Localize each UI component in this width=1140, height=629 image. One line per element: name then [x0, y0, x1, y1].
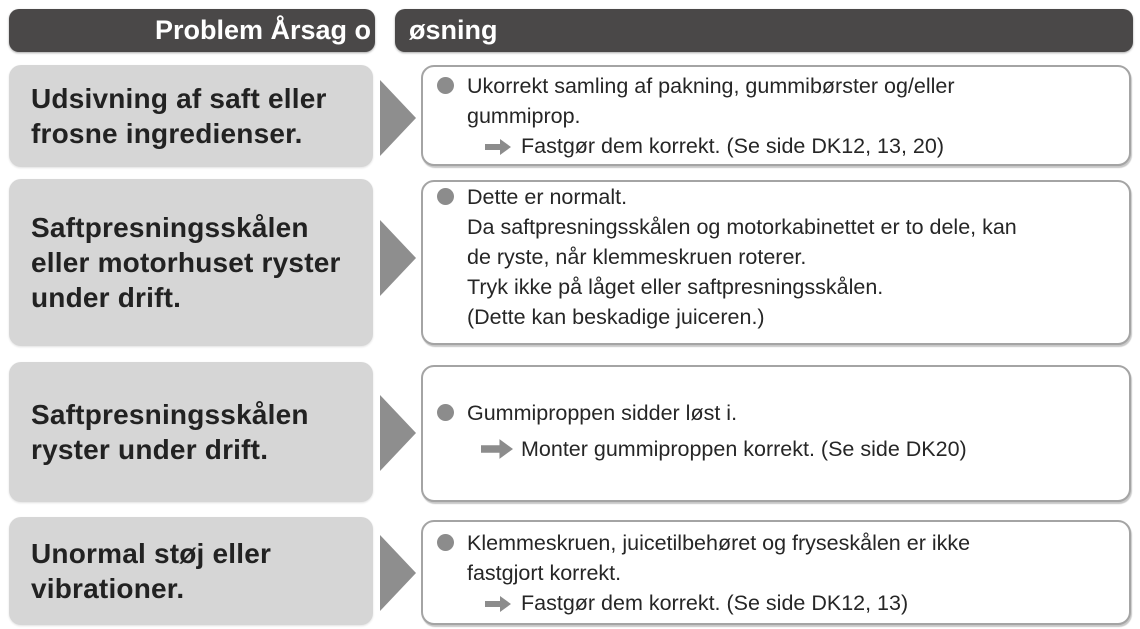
- problem-text: frosne ingredienser.: [31, 118, 303, 149]
- connector-arrow-icon: [380, 220, 416, 296]
- cause-line: Dette er normalt.: [435, 182, 1129, 212]
- cause-line: de ryste, når klemmeskruen roterer.: [467, 244, 807, 269]
- problem-box: [9, 362, 373, 502]
- solution-box: [421, 365, 1131, 502]
- cause-line: Da saftpresningsskålen og motorkabinettet er to dele, kan: [467, 214, 1017, 239]
- cause-line: gummiprop.: [467, 103, 581, 128]
- problem-text: eller motorhuset ryster: [31, 247, 341, 278]
- remedy-arrow-icon: [485, 139, 511, 155]
- problem-text: Saftpresningsskålen: [31, 212, 309, 243]
- remedy-line: Fastgør dem korrekt. (Se side DK12, 13, 20): [435, 131, 1129, 161]
- cause-line: Tryk ikke på låget eller saftpresningsskålen.: [467, 274, 884, 299]
- header-title-left: Problem Årsag o: [154, 15, 371, 45]
- solution-box: [421, 65, 1131, 166]
- connector-arrow-icon: [380, 395, 416, 471]
- problem-text: under drift.: [31, 282, 182, 313]
- problem-box: [9, 179, 373, 346]
- connector-arrow-icon: [380, 80, 416, 156]
- cause-line: fastgjort korrekt.: [467, 560, 622, 585]
- solution-box: [421, 520, 1131, 625]
- header-solution-bar: [395, 9, 1133, 52]
- remedy-arrow-icon: [485, 596, 511, 612]
- cause-line: Gummiproppen sidder løst i.: [435, 398, 1129, 428]
- cause-line: Ukorrekt samling af pakning, gummibørster og/eller: [435, 71, 1129, 101]
- problem-box: [9, 517, 373, 625]
- bullet-icon: [437, 404, 454, 421]
- bullet-icon: [437, 77, 454, 94]
- solution-box: [421, 180, 1131, 345]
- bullet-icon: [437, 188, 454, 205]
- connector-arrow-icon: [380, 535, 416, 611]
- header-title-right: øsning: [409, 15, 498, 45]
- remedy-arrow-icon: [481, 439, 513, 459]
- cause-line: (Dette kan beskadige juiceren.): [467, 304, 765, 329]
- remedy-line: Monter gummiproppen korrekt. (Se side DK20): [435, 434, 1129, 464]
- bullet-icon: [437, 534, 454, 551]
- cause-line: Klemmeskruen, juicetilbehøret og fryseskålen er ikke: [435, 528, 1129, 558]
- problem-text: Udsivning af saft eller: [31, 83, 327, 114]
- problem-box: [9, 65, 373, 167]
- problem-text: vibrationer.: [31, 573, 185, 604]
- remedy-line: Fastgør dem korrekt. (Se side DK12, 13): [435, 588, 1129, 618]
- problem-text: ryster under drift.: [31, 434, 269, 465]
- problem-text: Saftpresningsskålen: [31, 399, 309, 430]
- header-problem-bar: [9, 9, 375, 52]
- problem-text: Unormal støj eller: [31, 538, 272, 569]
